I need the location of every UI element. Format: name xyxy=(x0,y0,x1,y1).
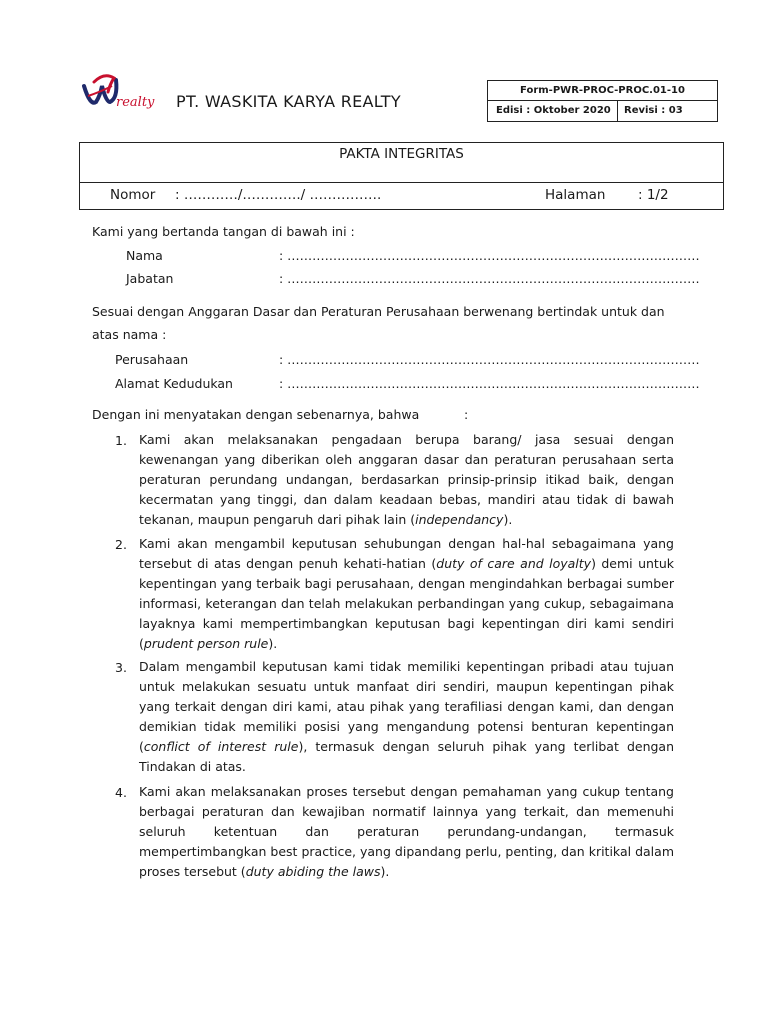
intro-text: Kami yang bertanda tangan di bawah ini : xyxy=(92,224,355,239)
form-revisi: Revisi : 03 xyxy=(624,105,683,116)
nomor-value: : …………/…………./ ……………. xyxy=(175,187,382,203)
field-label-jabatan: Jabatan xyxy=(126,271,174,286)
field-value-perusahaan: : ……………………………………………………………………………………… xyxy=(279,352,700,367)
list-item: Dalam mengambil keputusan kami tidak memiliki kepentingan pribadi atau tujuan untuk melakukan sesuatu untuk manfaat diri sendiri, maupun kepentingan pihak yang terkait dengan diri kami, atau pihak yang terafiliasi dengan kami, dan dengan demikian tidak memiliki posisi yang mengandung potensi benturan kepentingan (conflict of interest rule), termasuk dengan seluruh pihak yang terlibat dengan Tindakan di atas. xyxy=(139,659,675,774)
document-title: PAKTA INTEGRITAS xyxy=(80,143,723,183)
form-edisi: Edisi : Oktober 2020 xyxy=(488,101,618,121)
form-info-box xyxy=(487,80,718,122)
halaman-label: Halaman xyxy=(545,187,606,203)
list-item-number: 3. xyxy=(115,660,127,675)
field-label-alamat: Alamat Kedudukan xyxy=(115,376,233,391)
list-item-number: 4. xyxy=(115,785,127,800)
statement-intro: Dengan ini menyatakan dengan sebenarnya, bahwa xyxy=(92,407,420,422)
nomor-label: Nomor xyxy=(110,187,156,203)
list-item: Kami akan melaksanakan pengadaan berupa barang/ jasa sesuai dengan kewenangan yang diberikan oleh anggaran dasar dan peraturan perusahaan serta peraturan perundang undangan, berdasarkan prinsip-prinsip itikad baik, dengan kecermatan yang tinggi, dan dalam keadaan bebas, mandiri atau tidak di bawah tekanan, maupun pengaruh dari pihak lain (independancy). xyxy=(139,432,674,527)
logo-text: realty xyxy=(116,95,155,110)
halaman-value: : 1/2 xyxy=(638,187,669,203)
field-value-alamat: : ……………………………………………………………………………………… xyxy=(279,376,700,391)
authority-line-2: atas nama : xyxy=(92,327,167,342)
company-name: PT. WASKITA KARYA REALTY xyxy=(176,92,401,111)
field-label-nama: Nama xyxy=(126,248,163,263)
list-item: Kami akan melaksanakan proses tersebut dengan pemahaman yang cukup tentang berbagai peraturan dan kewajiban normatif lainnya yang terkait, dan memenuhi seluruh ketentuan dan peraturan perundang-undangan, termasuk mempertimbangkan best practice, yang dipandang perlu, penting, dan kritikal dalam proses tersebut (duty abiding the laws). xyxy=(139,784,674,879)
field-label-perusahaan: Perusahaan xyxy=(115,352,189,367)
authority-line-1: Sesuai dengan Anggaran Dasar dan Peraturan Perusahaan berwenang bertindak untuk dan xyxy=(92,304,665,319)
title-box xyxy=(79,142,724,210)
form-code: Form-PWR-PROC-PROC.01-10 xyxy=(488,81,717,101)
statement-colon: : xyxy=(464,407,469,422)
nomor-row xyxy=(80,183,723,209)
field-value-nama: : ……………………………………………………………………………………… xyxy=(279,248,700,263)
list-item-number: 2. xyxy=(115,537,127,552)
list-item: Kami akan mengambil keputusan sehubungan dengan hal-hal sebagaimana yang tersebut di atas dengan penuh kehati-hatian (duty of care and loyalty) demi untuk kepentingan yang terbaik bagi perusahaan, dengan mengindahkan berbagai sumber informasi, keterangan dan telah melakukan perbandingan yang cukup, sebagaimana layaknya kami mempertimbangkan keputusan bagi kepentingan diri kami sendiri (prudent person rule). xyxy=(139,536,674,651)
list-item-number: 1. xyxy=(115,433,127,448)
field-value-jabatan: : ……………………………………………………………………………………… xyxy=(279,271,700,286)
company-logo xyxy=(80,72,170,112)
